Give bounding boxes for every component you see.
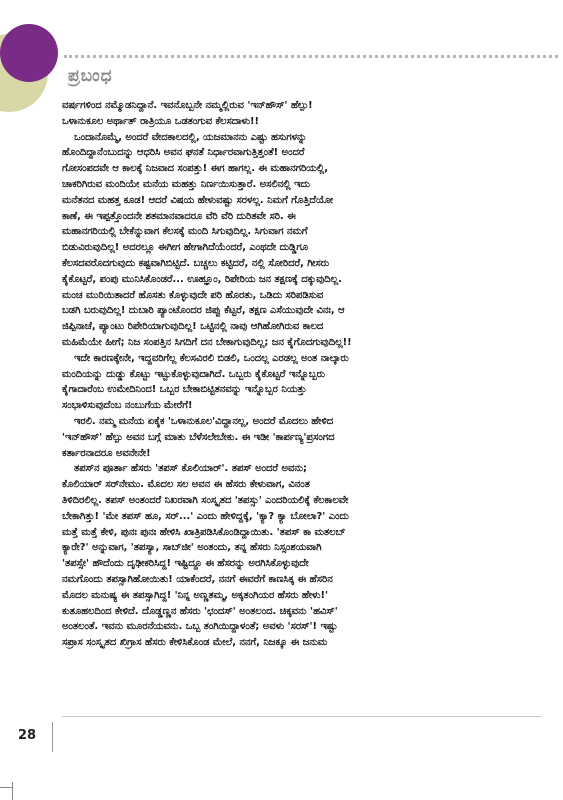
- body-line: ಕಾಣೆ, ಈ ಇಪ್ಪತ್ತೊಂದನೇ ಶತಮಾನವಾದರೂ ವೆರಿ ವೆರಿ ದುರಿತವೇ ಸರಿ. ಈ: [62, 210, 296, 222]
- body-line: ಮನೆತನದ ಮಹತ್ತ ಕೂಡ! ಆದರೆ ವಿಷಯ ಹೇಳುವಷ್ಟು ಸರಳಲ್ಲ. ನಿಮಗೆ ಗೊತ್ತಿದೆಯೋ: [62, 194, 334, 206]
- body-line: ನಮಗೊಂದು ತಪಸ್ಸಾಗಿಹೋಯಿತು! ಯಾಕೆಂದರೆ, ನನಗೆ ಈವರೆಗೆ ಕಾಣಸಿಕ್ಕ ಈ ಹೆಸರಿನ: [62, 573, 333, 585]
- page-number-divider: [52, 722, 53, 752]
- body-line: ಜಿಪ್ಪಿನಾಚೆ, ಪ್ಯಾಂಟು ರಿಪೇರಿಯಾಗುವುದಿಲ್ಲ! ಒಟ್ಟಿನಲ್ಲಿ ನಾವು ಆಗಿಹೋಗಿರುವ ಕಾಲದ: [62, 321, 324, 333]
- body-line: ಇರಲಿ. ನಮ್ಮ ಮನೆಯ ಏಕೈಕ 'ಒಳಾನುಕೂಲ'ವಿದ್ದಾನಲ್ಲ, ಅಂದರೆ ಮೊದಲು ಹೇಳಿದ: [74, 415, 334, 427]
- body-line: ತಪಸ್‌ನ ಪೂರ್ತಾ ಹೆಸರು 'ತಪಸ್ ಕೊಲಿಯಾರ್'. ತಪಸ್ ಅಂದರೆ ಅವನು;: [74, 463, 307, 475]
- article-body: [62, 98, 540, 651]
- decorative-purple-circle: [0, 24, 58, 82]
- body-line: ಚಾಕರಿಗಿರುವ ಮಂದಿಯೇ ಮನೆಯ ಮಹತ್ತು ನಿರ್ಣಯಿಸುತ್ತಾರೆ. ಅಸಲಿನಲ್ಲಿ ಇದು: [62, 178, 311, 190]
- body-line: 'ಇನ್‌ಹೌಸ್' ಹೆಲ್ಪು ಅವನ ಬಗ್ಗೆ ಮಾತು ಬೆಳೆಸಲೇಬೇಕು. ಈ ಇಡೀ 'ಕಾರ್ಪಣ್ಯ'ಪ್ರಸಂಗದ: [62, 431, 335, 443]
- body-line: ಕರ್ತಾರನಾದರೂ ಅವನೇನೇ!: [62, 447, 151, 459]
- body-line: ಮತ್ತೆ ಮತ್ತೆ ಕೇಳಿ, ಪುನಃ ಪುನಃ ಹೇಳಿಸಿ ಖಾತ್ರಿಪಡಿಸಿಕೊಂಡಿದ್ದಾಯಿತು. 'ತಪಸ್ ಕಾ ಮತಲಬ್: [62, 526, 346, 538]
- body-line: ಬಡಗಿ ಬರುವುದಿಲ್ಲ! ದುಬಾರಿ ಪ್ಯಾಂಟೊಂದರ ಜಿಪ್ಪು ಕೆಟ್ಟರೆ, ತಕ್ಷಣ ಎಸೆಯುವುದೇ ವಿನಃ, ಆ: [62, 305, 345, 317]
- crop-mark-vertical: [12, 782, 13, 800]
- body-line: ಒಂದಾನೊಮ್ಮೆ, ಅಂದರೆ ವೇದಕಾಲದಲ್ಲಿ, ಯಜಮಾನನು ಎಷ್ಟು ಹಸುಗಳನ್ನು: [74, 131, 307, 143]
- body-line: 'ತಪಸ್ಸೇ' ಹೌದೆಂದು ದೃಢೀಕರಿಸಿದ್ದ! ಇಷ್ಟಿದ್ದೂ ಈ ಹೆಸರನ್ನು ಅರಗಿಸಿಕೊಳ್ಳುವುದೇ: [62, 558, 309, 570]
- body-line: ಬಿಡುವಿರುವುದಿಲ್ಲ! ಅದರಲ್ಲೂ ಈಗೀಗ ಹೇಗಾಗಿದೆಯೆಂದರೆ, ಎಂಥದೇ ದುಡ್ಡಿಗೂ: [62, 242, 309, 254]
- body-line: ಒಳಾನುಕೂಲ ಅರ್ಥಾತ್ ರಾತ್ರಿಯೂ ಒಡತಂಗುವ ಕೆಲಸದಾಳು!!: [62, 115, 260, 127]
- body-line: ತಿಳಿದಿರಲಿಲ್ಲ. ತಪಸ್ ಅಂತಂದರೆ ನಿಖರವಾಗಿ ಸಂಸ್ಕೃತದ 'ತಪಸ್ಸು' ಎಂದರಿಯಲಿಕ್ಕೆ ಕೆಲಕಾಲವೇ: [62, 494, 349, 506]
- body-line: ಹೊಂದಿದ್ದಾನೆಂಬುದನ್ನು ಆಧರಿಸಿ ಅವನ ಘನತೆ ನಿರ್ಧಾರವಾಗುತ್ತಿತ್ತಂತೆ! ಅಂದರೆ: [62, 147, 305, 159]
- body-line: ಮಂಚ ಮುರಿಯಿತಾದರೆ ಹೊಸತು ಕೊಳ್ಳುವುದೇ ಪರಿ ಹೊರತು, ಒಡಿದು ಸರಿಪಡಿಸುವ: [62, 289, 324, 301]
- crop-mark: [0, 787, 12, 788]
- body-line: ಕೊಲಿಯಾರ್ ಸರ್‌ನೇಮು. ಮೊದಲ ಸಲ ಅವನ ಈ ಹೆಸರು ಕೇಳುವಾಗ, ವಿನಂತ: [62, 479, 310, 491]
- body-line: ಕುತೂಹಲದಿಂದ ಕೇಳಿದೆ. ದೊಡ್ಡಣ್ಣನ ಹೆಸರು 'ಛಂದಸ್' ಅಂತಲಂದ. ಚಿಕ್ಕವನು 'ಹವಿಸ್': [62, 605, 338, 617]
- body-line: ಸಪ್ರಾಸ ಸಂಸ್ಕೃತದ ಖಿಗ್ರಾಸ ಹೆಸರು ಕೇಳಿಸಿಕೊಂಡ ಮೇಲೆ, ನನಗೆ, ನಿಜಕ್ಕೂ ಈ ಜನುಮ: [62, 637, 328, 649]
- section-label: ಪ್ರಬಂಧ: [68, 66, 113, 86]
- footer-rule: [62, 716, 542, 717]
- page-number: 28: [18, 728, 37, 743]
- body-line: ಕೆಲಸದವರೊದಗುವುದು ಕಷ್ಟವಾಗಿಬಿಟ್ಟಿದೆ. ಬಚ್ಚಲು ಕಟ್ಟಿದರೆ, ನಲ್ಲಿ ಸೋರಿದರೆ, ಗೀಸರು: [62, 257, 330, 269]
- body-line: ಕೈಗಾದಾರೆಂಬ ಉಮೇದಿನಿಂದ! ಒಬ್ಬರ ಬೇಕಾಬಿಟ್ಟಿತನವನ್ನು ಇನ್ನೊಬ್ಬರ ನಿಯತ್ತು: [62, 384, 307, 396]
- body-line: ಮಂದಿಯನ್ನು ದುಡ್ಡು ಕೊಟ್ಟು ಇಟ್ಟುಕೊಳ್ಳುವುದಾಗಿದೆ. ಒಬ್ಬರು ಕೈಕೊಟ್ಟರೆ ಇನ್ನೊಬ್ಬರು: [62, 368, 325, 380]
- body-line: ಮಹಾನಗರಿಯಲ್ಲಿ ಬೇಕೆನ್ನುವಾಗ ಕೆಲಸಕ್ಕೆ ಮಂದಿ ಸಿಗುವುದಿಲ್ಲ. ಸಿಗುವಾಗ ನಮಗೆ: [62, 226, 308, 238]
- body-line: ಸಂಭಾಳಿಸುವುದೆಂಬ ನಂಬುಗೆಯ ಮೇರೆಗೆ!: [62, 400, 193, 412]
- body-line: ಗೋಸಂಪದವೇ ಆ ಕಾಲಕ್ಕೆ ನಿಜವಾದ ಸಂಪತ್ತು! ಈಗ ಹಾಗಲ್ಲ. ಈ ಮಹಾನಗರಿಯಲ್ಲಿ,: [62, 163, 328, 175]
- body-line: ಬೇಕಾಗಿತ್ತು! 'ಮೇ ತಪಸ್ ಹೂ, ಸರ್...' ಎಂದು ಹೇಳಿದ್ದಕ್ಕೆ, 'ಕ್ಯಾ? ಕ್ಯಾ ಬೋಲಾ?' ಎಂದು: [62, 510, 349, 522]
- body-line: ಇದೇ ಕಾರಣಕ್ಕೇನೇ, ಇದ್ದವರಿಗೆಲ್ಲ ಕೆಲಸವಿರಲಿ ಬಿಡಲಿ, ಒಂದಲ್ಲ ಎರಡಲ್ಲ ಅಂತ ನಾಲ್ಕಾರು: [74, 352, 349, 364]
- body-line: ಕೈಕೊಟ್ಟರೆ, ಪಂಪು ಮುನಿಸಿಕೊಂಡರೆ... ಊಹ್ಞೂಂ, ರಿಪೇರಿಯ ಜನ ತಕ್ಷಣಕ್ಕೆ ದಕ್ಕುವುದಿಲ್ಲ.: [62, 273, 342, 285]
- body-line: ಮೊದಲ ಮನುಷ್ಯ ಈ ತಪಸ್ಸಾಗಿದ್ದ! 'ನಿನ್ನ ಅಣ್ಣತಮ್ಮ, ಅಕ್ಕತಂಗಿಯರ ಹೆಸರು ಹೇಳು!': [62, 589, 329, 601]
- body-line: ಅಂತಲಂತೆ. ಇವನು ಮೂರನೆಯವನು. ಒಬ್ಬ ತಂಗಿಯಿದ್ದಾಳಂತೆ; ಅವಳು 'ಸರಸ್'! ಇಷ್ಟು: [62, 621, 338, 633]
- body-line: ಕ್ಯಾರೇ?' ಅನ್ನುವಾಗ, 'ತಪಸ್ಯಾ, ಸಾಬ್‌ಜೀ' ಅಂತಂದು, ತನ್ನ ಹೆಸರು ನಿಸ್ಸಂಶಯವಾಗಿ: [62, 542, 322, 554]
- body-line: ಮಹಿಮೆಯೇ ಹೀಗೆ; ನಿಜ ಸಂಪತ್ತಿನ ಸಿಗದಿಗೆ ದನ ಬೇಕಾಗುವುದಿಲ್ಲ; ಜನ ಕೈಗೊದಗುವುದಿಲ್ಲ!!: [62, 336, 352, 348]
- header-dotted-rule: [64, 55, 558, 58]
- body-line: ವರ್ಷಗಳಿಂದ ನಮ್ಮೊಡನಿದ್ದಾನೆ. ಇವನೊಬ್ಬನೇ ನಮ್ಮಲ್ಲಿರುವ 'ಇನ್‌ಹೌಸ್' ಹೆಲ್ಪು!: [62, 100, 313, 111]
